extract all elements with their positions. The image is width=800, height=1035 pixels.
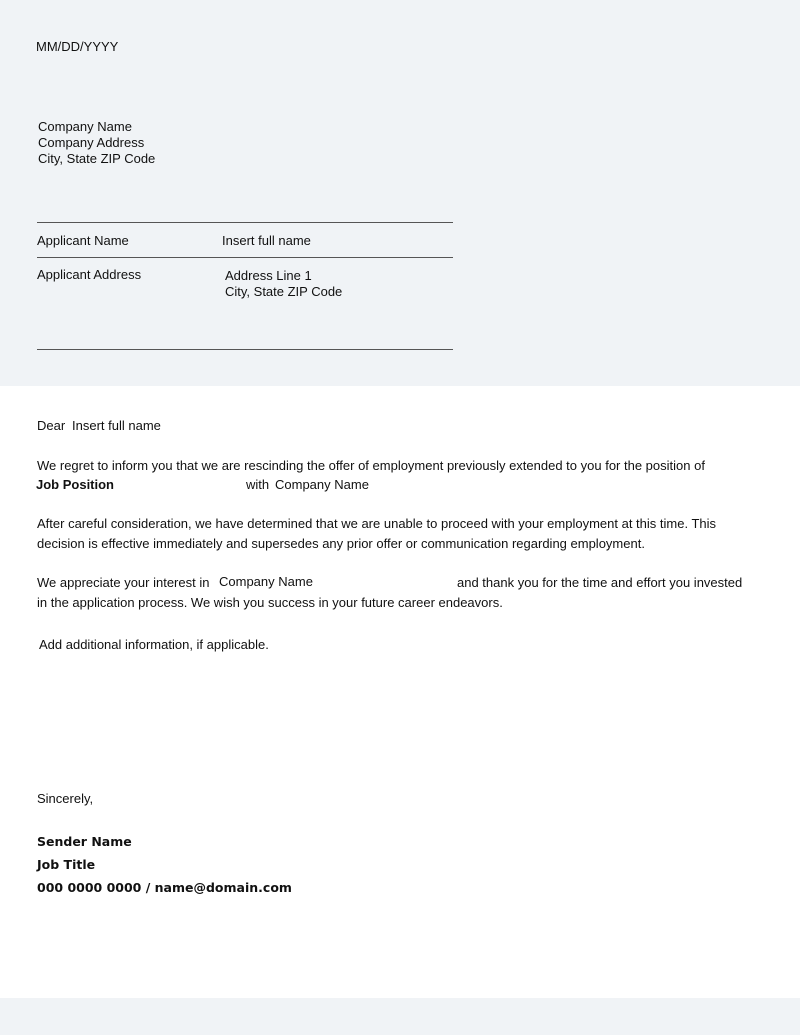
applicant-name-field[interactable]: Insert full name [222, 233, 311, 248]
paragraph-3-end: and thank you for the time and effort you invested [457, 575, 743, 590]
sender-name-field[interactable]: Sender Name [37, 834, 132, 849]
paragraph-1: We regret to inform you that we are rescinding the offer of employment previously extended to you for the position of [37, 458, 705, 473]
sender-contact-field[interactable]: 000 0000 0000 / name@domain.com [37, 880, 292, 895]
paragraph-3-line2: in the application process. We wish you success in your future career endeavors. [37, 595, 503, 610]
footer-band [0, 998, 800, 1035]
company-name-field-2[interactable]: Company Name [219, 574, 313, 589]
salutation-name-field[interactable]: Insert full name [72, 418, 161, 433]
closing: Sincerely, [37, 791, 94, 806]
divider [37, 349, 453, 350]
sender-title-field[interactable]: Job Title [37, 857, 96, 872]
header-band [0, 0, 800, 386]
job-position-field[interactable]: Job Position [36, 477, 114, 492]
company-name[interactable]: Company Name [38, 119, 132, 134]
company-name-field[interactable]: Company Name [275, 477, 369, 492]
applicant-name-label: Applicant Name [37, 233, 129, 248]
divider [37, 222, 453, 223]
additional-info-field[interactable]: Add additional information, if applicable. [39, 637, 269, 652]
divider [37, 257, 453, 258]
company-address[interactable]: Company Address [38, 135, 145, 150]
with-text: with [246, 477, 270, 492]
applicant-address-line1[interactable]: Address Line 1 [225, 268, 312, 283]
paragraph-3-start: We appreciate your interest in [37, 575, 210, 590]
company-city[interactable]: City, State ZIP Code [38, 151, 156, 166]
paragraph-2-line1: After careful consideration, we have determined that we are unable to proceed with your employment at this time. This [37, 516, 717, 531]
applicant-address-city[interactable]: City, State ZIP Code [225, 284, 343, 299]
paragraph-2-line2: decision is effective immediately and supersedes any prior offer or communication regarding employment. [37, 536, 645, 551]
applicant-address-label: Applicant Address [37, 267, 142, 282]
salutation: Dear [37, 418, 66, 433]
date-field[interactable]: MM/DD/YYYY [36, 39, 119, 54]
